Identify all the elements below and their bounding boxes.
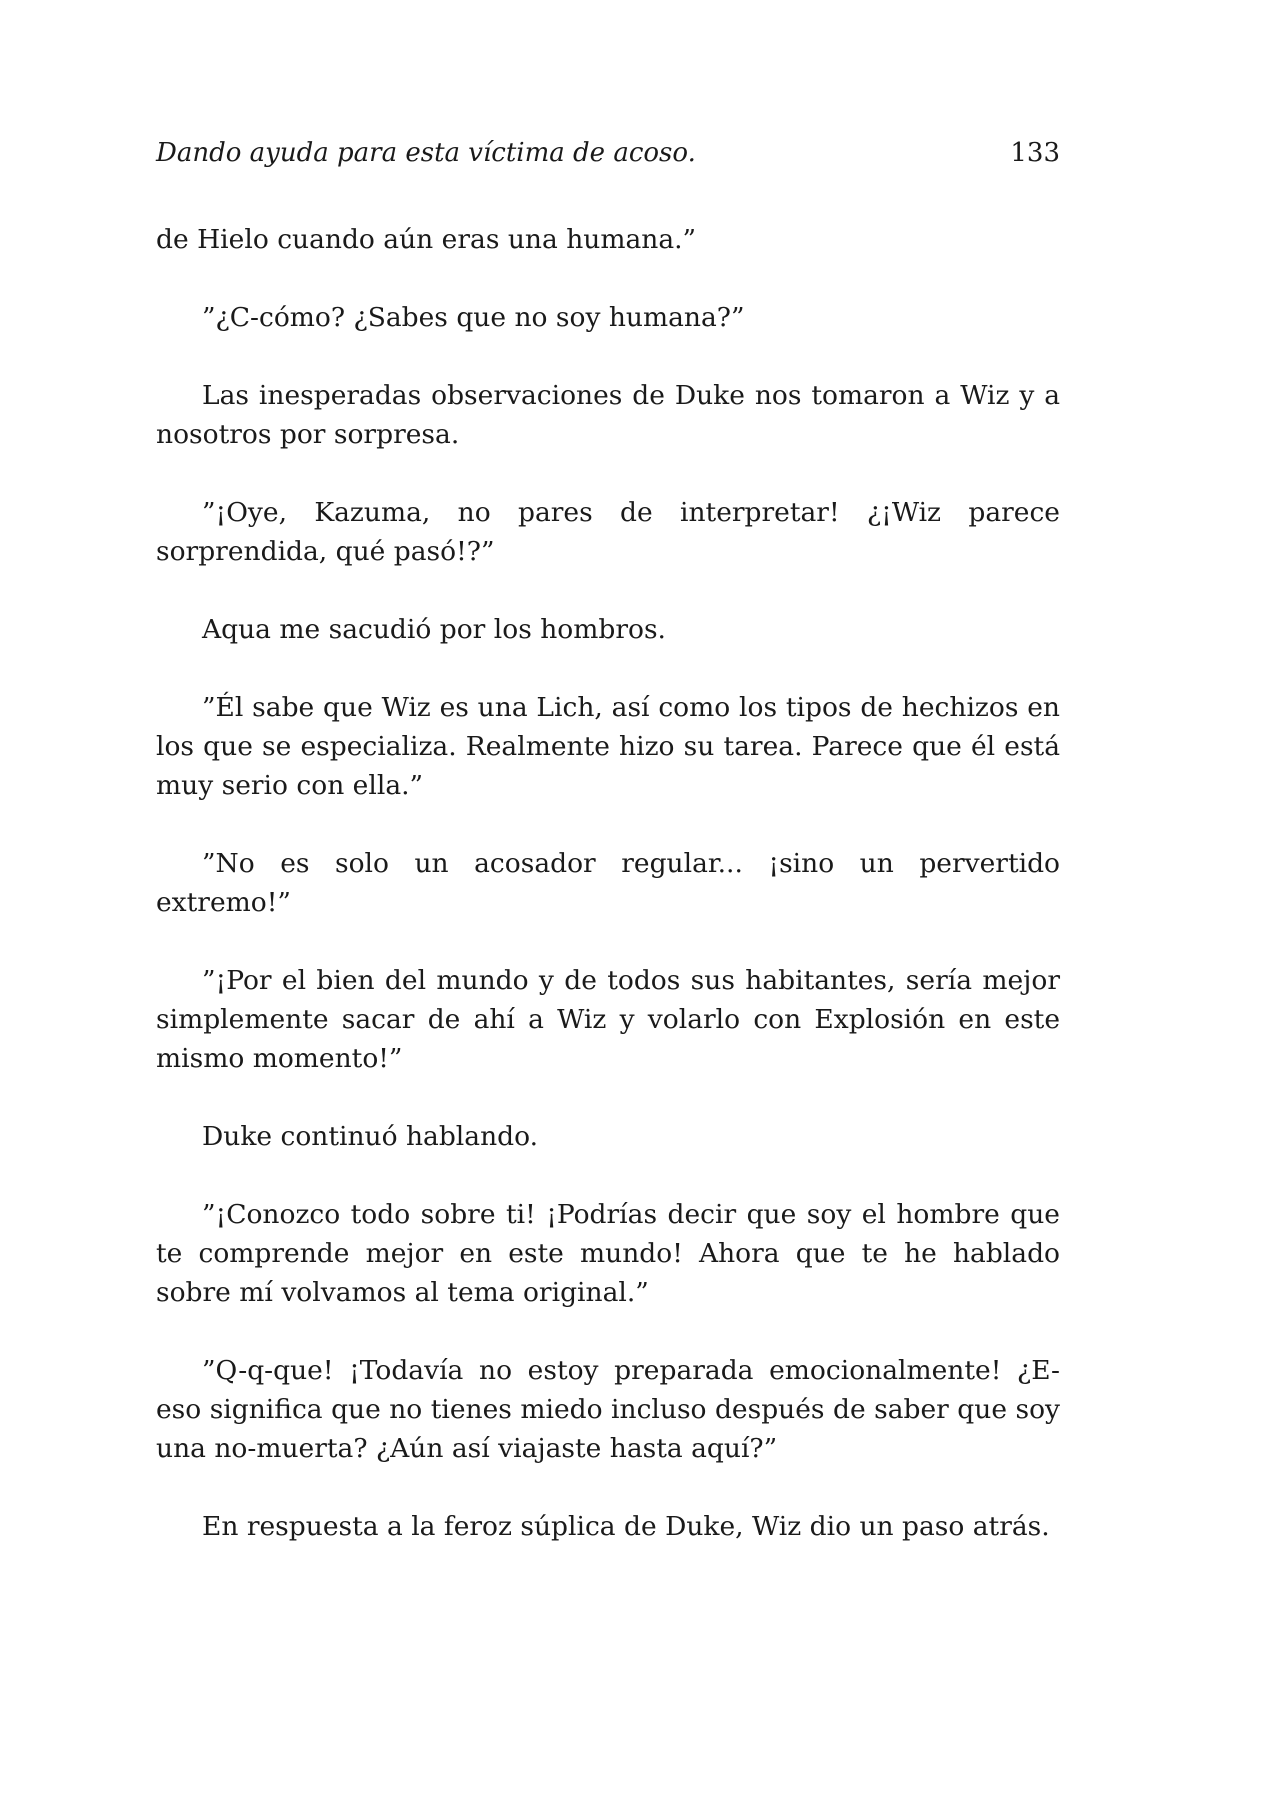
running-head [156,133,1060,173]
body-text [156,220,1060,1585]
paragraph: Duke continuó hablando. [202,1121,539,1152]
paragraph: ”¡Conozco todo sobre ti! ¡Podrías decir que soy el hombre que te comprende mejor en este mundo! Ahora que te he hablado sobre mí volvamos al tema original.” [156,1199,1060,1308]
paragraph: ”¡Oye, Kazuma, no pares de interpretar! ¿¡Wiz parece sorprendida, qué pasó!?” [156,497,1060,567]
book-page [156,0,1060,1807]
paragraph: Las inesperadas observaciones de Duke nos tomaron a Wiz y a nosotros por sorpresa. [156,380,1060,450]
paragraph: de Hielo cuando aún eras una humana.” [156,224,697,255]
page-number: 133 [1010,138,1060,168]
paragraph: ”No es solo un acosador regular... ¡sino un pervertido extremo!” [156,848,1060,918]
paragraph: ”Él sabe que Wiz es una Lich, así como los tipos de hechizos en los que se especializa. Realmente hizo su tarea. Parece que él está muy serio con ella.” [156,692,1060,801]
paragraph: ”¿C-cómo? ¿Sabes que no soy humana?” [202,302,745,333]
chapter-title: Dando ayuda para esta víctima de acoso. [156,138,696,168]
paragraph: Aqua me sacudió por los hombros. [202,614,666,645]
paragraph: ”Q-q-que! ¡Todavía no estoy preparada emocionalmente! ¿E-eso significa que no tienes miedo incluso después de saber que soy una no-muerta? ¿Aún así viajaste hasta aquí?” [156,1355,1060,1464]
paragraph: ”¡Por el bien del mundo y de todos sus habitantes, sería mejor simplemente sacar de ahí a Wiz y volarlo con Explosión en este mismo momento!” [156,965,1060,1074]
paragraph: En respuesta a la feroz súplica de Duke, Wiz dio un paso atrás. [202,1511,1050,1542]
